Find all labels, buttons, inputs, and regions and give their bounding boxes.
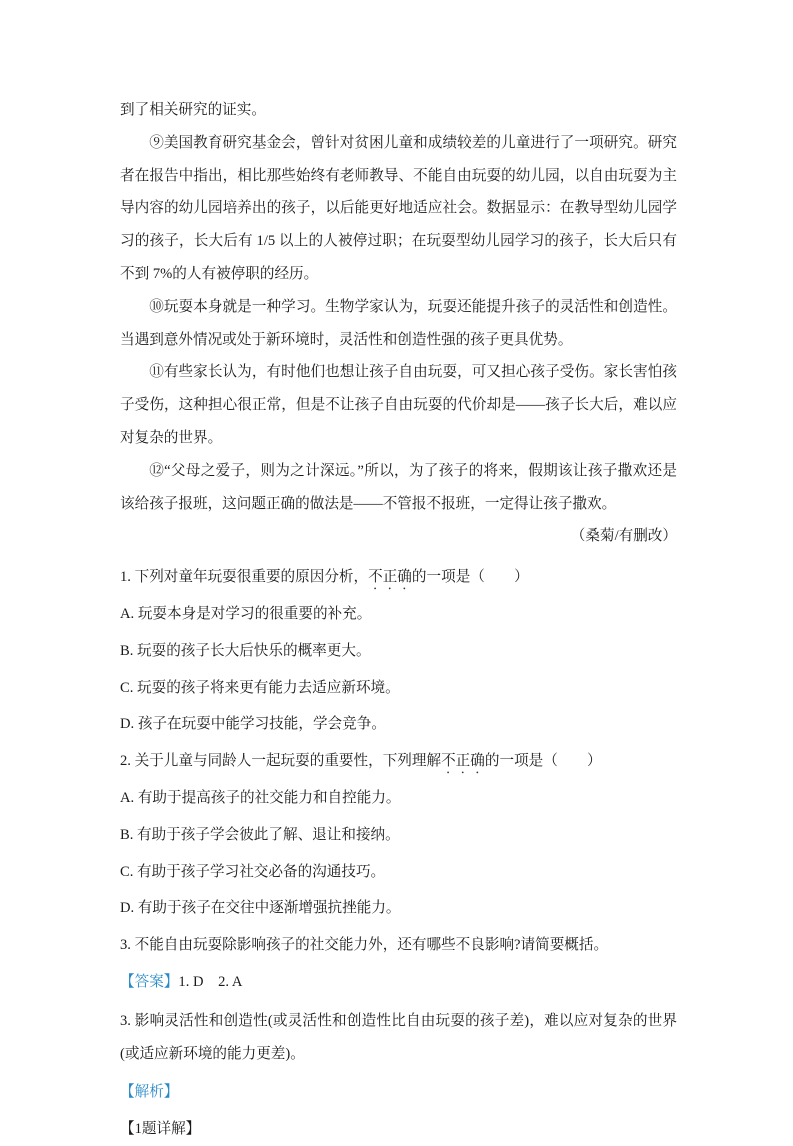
answer-line (120, 966, 677, 999)
question-1-option-b: B. 玩耍的孩子长大后快乐的概率更大。 (120, 642, 371, 659)
paragraph-10: ⑩玩耍本身就是一种学习。生物学家认为，玩耍还能提升孩子的灵活性和创造性。当遇到意外情况或处于新环境时，灵活性和创造性强的孩子更具优势。 (120, 298, 677, 348)
answer-label: 【答案】 (120, 973, 179, 990)
question-2-stem-post: 的一项是（ ） (484, 753, 602, 770)
question-1-stem-pre: 1. 下列对童年玩耍很重要的原因分析， (120, 569, 369, 586)
detail-1-heading: 【1题详解】 (120, 1121, 201, 1138)
analysis-label: 【解析】 (120, 1084, 179, 1101)
question-3-stem: 3. 不能自由玩耍除影响孩子的社交能力外，还有哪些不良影响?请简要概括。 (120, 937, 609, 954)
paragraph-11: ⑪有些家长认为，有时他们也想让孩子自由玩耍，可又担心孩子受伤。家长害怕孩子受伤，这种担心很正常，但是不让孩子自由玩耍的代价却是——孩子长大后，难以应对复杂的世界。 (120, 364, 677, 446)
question-1-option-c: C. 玩耍的孩子将来更有能力去适应新环境。 (120, 679, 400, 696)
question-2-option-c: C. 有助于孩子学习社交必备的沟通技巧。 (120, 863, 386, 880)
question-1-stem-post: 的一项是（ ） (411, 569, 529, 586)
paragraph-12: ⑫“父母之爱子，则为之计深远。”所以，为了孩子的将来，假期该让孩子撒欢还是该给孩子报班，这问题正确的做法是——不管报不报班，一定得让孩子撒欢。 (120, 462, 677, 512)
document-content (120, 94, 677, 1146)
question-2-stem-pre: 2. 关于儿童与同龄人一起玩耍的重要性，下列理解 (120, 753, 442, 770)
continuation-text: 到了相关研究的证实。 (120, 102, 266, 118)
question-2-option-a: A. 有助于提高孩子的社交能力和自控能力。 (120, 789, 401, 806)
paragraph-9: ⑨美国教育研究基金会，曾针对贫困儿童和成绩较差的儿童进行了一项研究。研究者在报告中指出，相比那些始终有老师教导、不能自由玩耍的幼儿园，以自由玩耍为主导内容的幼儿园培养出的孩子，以后能更好地适应社会。数据显示：在教导型幼儿园学习的孩子，长大后有 1/5 以上的人被停过职；在玩耍型幼儿园学习的孩子，长大后只有不到 7%的人有被停职的经历。 (120, 134, 677, 282)
question-2-option-b: B. 有助于孩子学会彼此了解、退让和接纳。 (120, 826, 400, 843)
attribution: （桑菊/有删改） (570, 528, 677, 545)
question-2-option-d: D. 有助于孩子在交往中逐渐增强抗挫能力。 (120, 900, 401, 917)
question-1-emphasis: 不正确 (368, 569, 412, 586)
answer-values: 1. D 2. A (178, 973, 243, 990)
answer-3-text: 3. 影响灵活性和创造性(或灵活性和创造性比自由玩耍的孩子差)，难以应对复杂的世界(或适应新环境的能力更差)。 (120, 1012, 677, 1062)
question-1-option-d: D. 孩子在玩耍中能学习技能，学会竞争。 (120, 716, 386, 733)
question-1-option-a: A. 玩耍本身是对学习的很重要的补充。 (120, 605, 372, 622)
question-2-emphasis: 不正确 (441, 753, 485, 770)
question-1-stem (120, 561, 677, 594)
question-2-stem (120, 745, 677, 778)
